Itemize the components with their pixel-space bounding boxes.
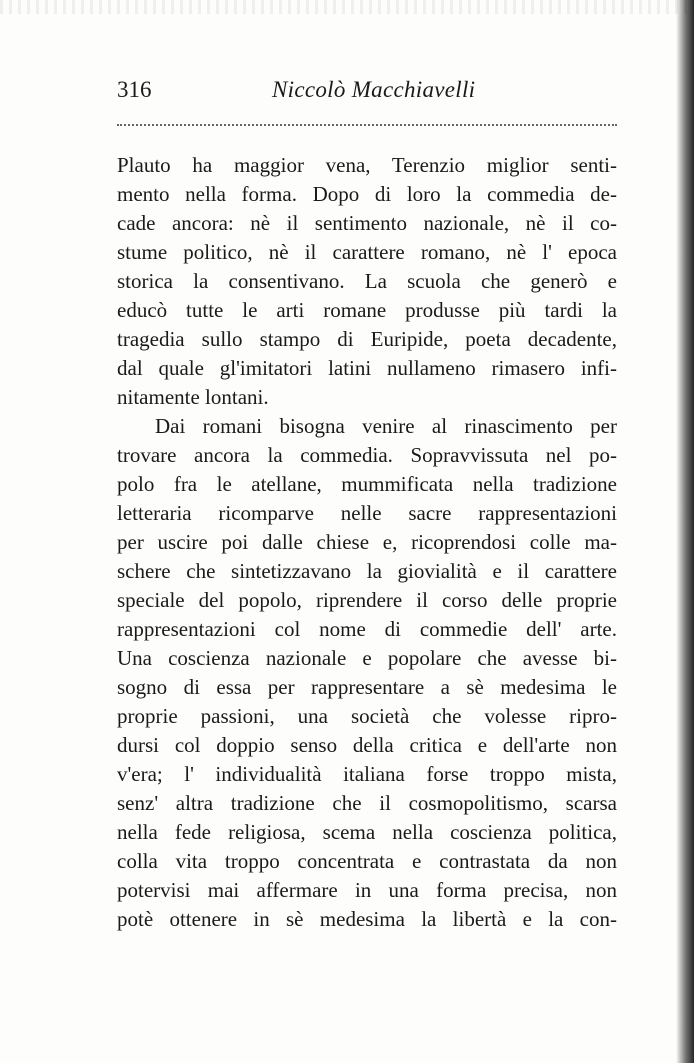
- text-line: potè ottenere in sè medesima la libertà e la con-: [117, 907, 617, 931]
- text-line: letteraria ricomparve nelle sacre rappresentazioni: [117, 501, 617, 525]
- text-line: per uscire poi dalle chiese e, ricoprendosi colle ma-: [117, 530, 617, 554]
- paragraph-2: [117, 412, 617, 934]
- text-line: polo fra le atellane, mummificata nella tradizione: [117, 472, 617, 496]
- text-line: trovare ancora la commedia. Sopravvissuta nel po-: [117, 443, 617, 467]
- header-rule: [117, 124, 617, 126]
- text-line: stume politico, nè il carattere romano, nè l' epoca: [117, 240, 617, 264]
- text-line: educò tutte le arti romane produsse più tardi la: [117, 298, 617, 322]
- text-line: potervisi mai affermare in una forma precisa, non: [117, 878, 617, 902]
- running-title: Niccolò Macchiavelli: [272, 77, 476, 102]
- text-line: nella fede religiosa, scema nella coscienza politica,: [117, 820, 617, 844]
- text-line: Dai romani bisogna venire al rinascimento per: [155, 414, 617, 438]
- text-line: mento nella forma. Dopo di loro la commedia de-: [117, 182, 617, 206]
- scan-artifact-top: [0, 0, 694, 14]
- text-line: Una coscienza nazionale e popolare che avesse bi-: [117, 646, 617, 670]
- text-line: sogno di essa per rappresentare a sè medesima le: [117, 675, 617, 699]
- text-line: colla vita troppo concentrata e contrastata da non: [117, 849, 617, 873]
- text-line: nitamente lontani.: [117, 385, 269, 409]
- text-line: proprie passioni, una società che volesse ripro-: [117, 704, 617, 728]
- text-line: schere che sintetizzavano la giovialità e il carattere: [117, 559, 617, 583]
- text-line: Plauto ha maggior vena, Terenzio miglior senti-: [117, 153, 617, 177]
- text-line: dursi col doppio senso della critica e dell'arte non: [117, 733, 617, 757]
- body-text: [117, 151, 617, 934]
- text-line: tragedia sullo stampo di Euripide, poeta decadente,: [117, 327, 617, 351]
- text-line: rappresentazioni col nome di commedie dell' arte.: [117, 617, 617, 641]
- text-line: v'era; l' individualità italiana forse troppo mista,: [117, 762, 617, 786]
- text-line: storica la consentivano. La scuola che generò e: [117, 269, 617, 293]
- scan-shadow-right: [676, 0, 694, 1063]
- page-header: [117, 72, 617, 108]
- page-number: 316: [117, 77, 152, 102]
- paragraph-1: [117, 151, 617, 412]
- text-line: cade ancora: nè il sentimento nazionale, nè il co-: [117, 211, 617, 235]
- text-line: speciale del popolo, riprendere il corso delle proprie: [117, 588, 617, 612]
- text-line: senz' altra tradizione che il cosmopolitismo, scarsa: [117, 791, 617, 815]
- text-line: dal quale gl'imitatori latini nullameno rimasero infi-: [117, 356, 617, 380]
